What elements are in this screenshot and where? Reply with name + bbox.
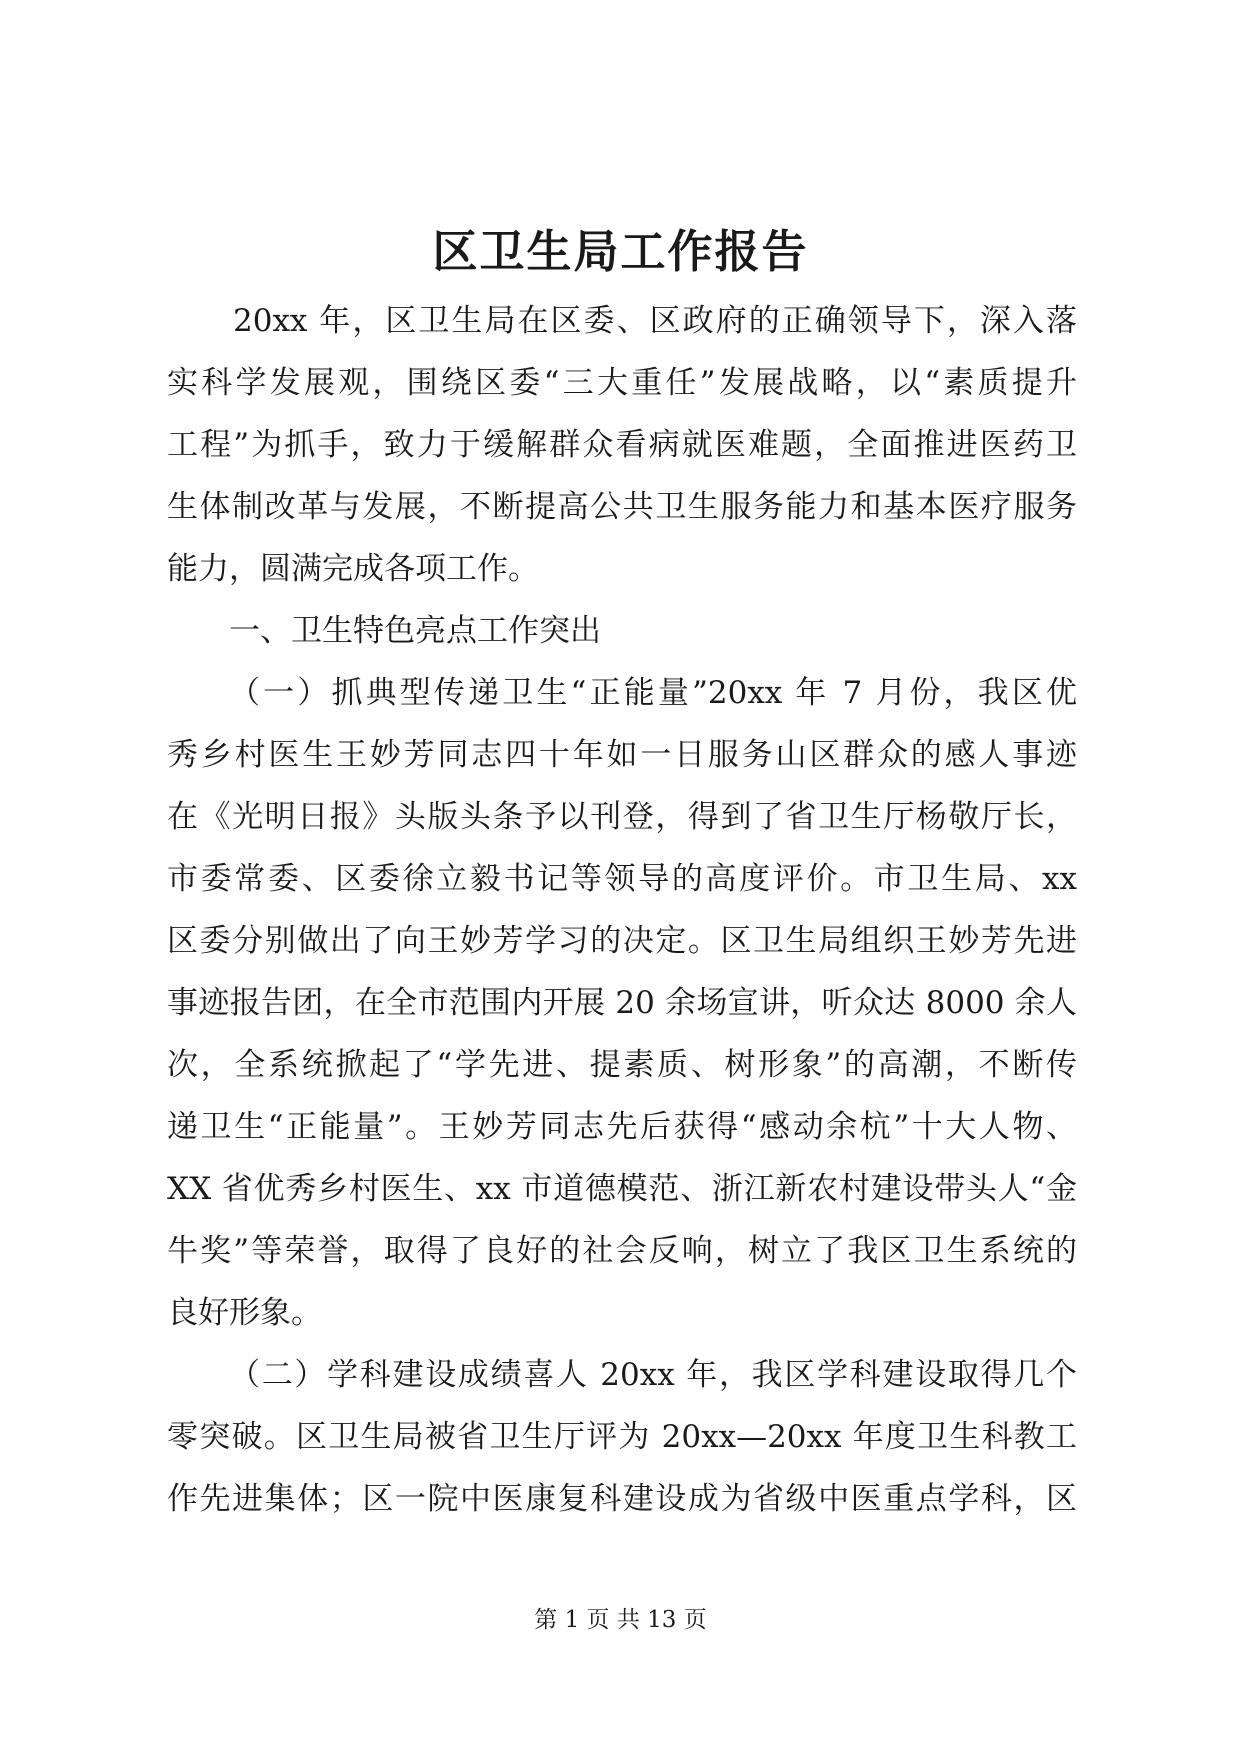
paragraph-line: 区委分别做出了向王妙芳学习的决定。区卫生局组织王妙芳先进 bbox=[167, 923, 1077, 959]
page-number-footer: 第 1 页 共 13 页 bbox=[534, 1607, 707, 1633]
paragraph-line: 事迹报告团，在全市范围内开展 20 余场宣讲，听众达 8000 余人 bbox=[167, 985, 1077, 1021]
document-title: 区卫生局工作报告 bbox=[432, 225, 809, 278]
paragraph-line: 在《光明日报》头版头条予以刊登，得到了省卫生厅杨敬厅长， bbox=[167, 799, 1077, 835]
paragraph-line: 递卫生“正能量”。王妙芳同志先后获得“感动余杭”十大人物、 bbox=[167, 1109, 1077, 1145]
paragraph-line: 作先进集体；区一院中医康复科建设成为省级中医重点学科，区 bbox=[167, 1481, 1077, 1517]
section-heading: 一、卫生特色亮点工作突出 bbox=[229, 613, 601, 649]
paragraph-line: 牛奖”等荣誉，取得了良好的社会反响，树立了我区卫生系统的 bbox=[167, 1233, 1077, 1269]
paragraph-line: XX 省优秀乡村医生、xx 市道德模范、浙江新农村建设带头人“金 bbox=[167, 1171, 1077, 1207]
paragraph-line: 20xx 年，区卫生局在区委、区政府的正确领导下，深入落 bbox=[233, 303, 1077, 339]
paragraph-line: 生体制改革与发展，不断提高公共卫生服务能力和基本医疗服务 bbox=[167, 489, 1077, 525]
paragraph-line: （一）抓典型传递卫生“正能量”20xx 年 7 月份，我区优 bbox=[229, 675, 1077, 711]
paragraph-line: 良好形象。 bbox=[167, 1295, 322, 1331]
paragraph-line: 实科学发展观，围绕区委“三大重任”发展战略，以“素质提升 bbox=[167, 365, 1077, 401]
paragraph-line: 秀乡村医生王妙芳同志四十年如一日服务山区群众的感人事迹 bbox=[167, 737, 1077, 773]
paragraph-line: 市委常委、区委徐立毅书记等领导的高度评价。市卫生局、xx bbox=[167, 861, 1077, 897]
paragraph-line: 零突破。区卫生局被省卫生厅评为 20xx—20xx 年度卫生科教工 bbox=[167, 1419, 1077, 1455]
document-body bbox=[167, 290, 1077, 1530]
paragraph-line: 能力，圆满完成各项工作。 bbox=[167, 551, 539, 587]
paragraph-line: 次，全系统掀起了“学先进、提素质、树形象”的高潮，不断传 bbox=[167, 1047, 1077, 1083]
paragraph-line: 工程”为抓手，致力于缓解群众看病就医难题，全面推进医药卫 bbox=[167, 427, 1077, 463]
paragraph-line: （二）学科建设成绩喜人 20xx 年，我区学科建设取得几个 bbox=[229, 1357, 1077, 1393]
